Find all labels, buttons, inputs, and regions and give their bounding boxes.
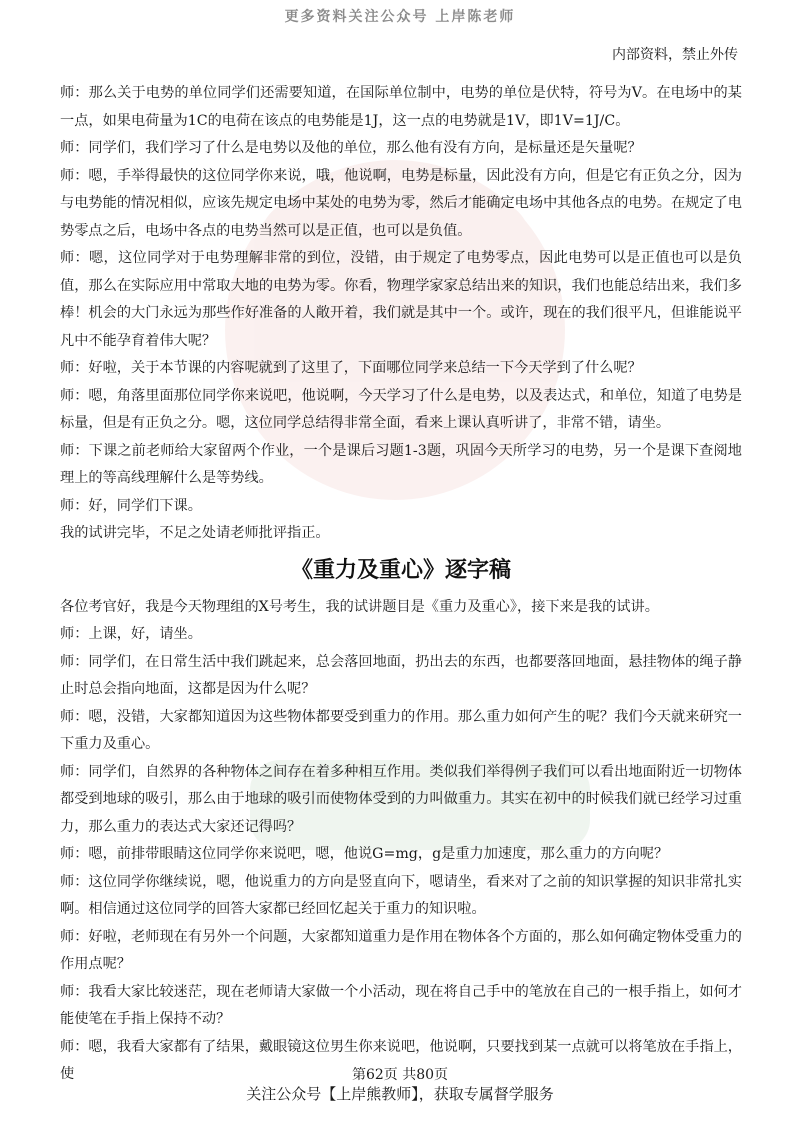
paragraph: 师：嗯，角落里面那位同学你来说吧，他说啊，今天学习了什么是电势，以及表达式，和单位，知道了电势是标量，但是有正负之分。嗯，这位同学总结得非常全面，看来上课认真听讲了，非常不错，请坐。 bbox=[60, 387, 742, 431]
paragraph: 师：好，同学们下课。 bbox=[60, 497, 202, 514]
paragraph: 师：好啦，老师现在有另外一个问题，大家都知道重力是作用在物体各个方面的，那么如何确定物体受重力的作用点呢？ bbox=[60, 928, 742, 972]
paragraph: 师：同学们，我们学习了什么是电势以及他的单位，那么他有没有方向，是标量还是矢量呢？ bbox=[60, 140, 642, 156]
paragraph: 各位考官好，我是今天物理组的X号考生，我的试讲题目是《重力及重心》，接下来是我的试讲。 bbox=[60, 598, 659, 615]
footer-note: 关注公众号【上岸熊教师】，获取专属督学服务 bbox=[246, 1085, 554, 1103]
paragraph: 师：同学们，自然界的各种物体之间存在着多种相互作用。类似我们举得例子我们可以看出地面附近一切物体都受到地球的吸引，那么由于地球的吸引而使物体受到的力叫做重力。其实在初中的时候我们就已经学习过重力，那么重力的表达式大家还记得吗？ bbox=[60, 763, 742, 835]
paragraph: 我的试讲完毕，不足之处请老师批评指正。 bbox=[60, 525, 330, 541]
paragraph: 师：上课，好，请坐。 bbox=[60, 626, 202, 642]
paragraph: 师：这位同学你继续说，嗯，他说重力的方向是竖直向下，嗯请坐，看来对了之前的知识掌握的知识非常扎实啊。相信通过这位同学的回答大家都已经回忆起关于重力的知识啦。 bbox=[60, 873, 742, 917]
paragraph: 师：我看大家比较迷茫，现在老师请大家做一个小活动，现在将自己手中的笔放在自己的一根手指上，如何才能使笔在手指上保持不动？ bbox=[60, 983, 742, 1027]
paragraph: 师：好啦，关于本节课的内容呢就到了这里了，下面哪位同学来总结一下今天学到了什么呢？ bbox=[60, 360, 642, 376]
document-body bbox=[60, 80, 742, 1089]
lecture-part-1 bbox=[60, 80, 742, 548]
paragraph: 师：嗯，没错，大家都知道因为这些物体都要受到重力的作用。那么重力如何产生的呢？我们今天就来研究一下重力及重心。 bbox=[60, 708, 742, 752]
paragraph: 师：那么关于电势的单位同学们还需要知道，在国际单位制中，电势的单位是伏特，符号为V。在电场中的某一点，如果电荷量为1C的电荷在该点的电势能是1J，这一点的电势就是1V，即1V=1J/C。 bbox=[60, 85, 742, 129]
paragraph: 师：同学们，在日常生活中我们跳起来，总会落回地面，扔出去的东西，也都要落回地面，悬挂物体的绳子静止时总会指向地面，这都是因为什么呢？ bbox=[60, 653, 742, 697]
page-number: 第62页 共80页 bbox=[351, 1067, 449, 1083]
top-banner: 更多资料关注公众号 上岸陈老师 bbox=[284, 9, 516, 25]
paragraph: 师：嗯，这位同学对于电势理解非常的到位，没错，由于规定了电势零点，因此电势可以是正值也可以是负值，那么在实际应用中常取大地的电势为零。你看，物理学家家总结出来的知识，我们也能总结出来，我们多棒！机会的大门永远为那些作好准备的人敞开着，我们就是其中一个。或许，现在的我们很平凡，但谁能说平凡中不能孕育着伟大呢？ bbox=[60, 250, 742, 349]
paragraph: 师：嗯，前排带眼睛这位同学你来说吧，嗯，他说G=mg，g是重力加速度，那么重力的方向呢？ bbox=[60, 846, 669, 862]
paragraph: 师：下课之前老师给大家留两个作业，一个是课后习题1-3题，巩固今天所学习的电势，另一个是课下查阅地理上的等高线理解什么是等势线。 bbox=[60, 442, 742, 486]
lecture-part-2 bbox=[60, 594, 742, 1089]
confidential-note: 内部资料，禁止外传 bbox=[612, 47, 738, 63]
paragraph: 师：嗯，我看大家都有了结果，戴眼镜这位男生你来说吧，他说啊，只要找到某一点就可以将笔放在手指上，使 bbox=[60, 1038, 742, 1082]
paragraph: 师：嗯，手举得最快的这位同学你来说，哦，他说啊，电势是标量，因此没有方向，但是它有正负之分，因为与电势能的情况相似，应该先规定电场中某处的电势为零，然后才能确定电场中其他各点的电势。在规定了电势零点之后，电场中各点的电势当然可以是正值，也可以是负值。 bbox=[60, 167, 742, 239]
section-title: 《重力及重心》逐字稿 bbox=[290, 557, 511, 583]
